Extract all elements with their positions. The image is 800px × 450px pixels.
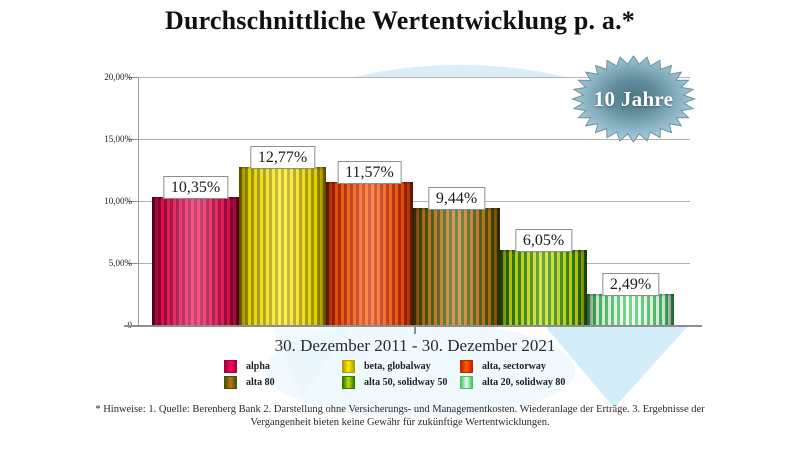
- page-title: Durchschnittliche Wertentwicklung p. a.*: [164, 6, 635, 35]
- legend-label-alta-sectorway: alta, sectorway: [482, 361, 546, 372]
- footnote-line-1: * Hinweise: 1. Quelle: Berenberg Bank 2. Darstellung ohne Versicherungs- und Managementkosten. Wiederanlage der Erträge. 3. Ergebnisse der: [95, 404, 705, 415]
- y-tick-label-15: 15,00%: [104, 134, 132, 144]
- legend-swatch-alta-80-icon: [224, 376, 237, 389]
- y-tick-label-20: 20,00%: [104, 72, 132, 82]
- value-label-alta-50-solidway-50: 6,05%: [515, 229, 572, 252]
- legend-item-alpha: [224, 359, 342, 374]
- x-axis-period-label: 30. Dezember 2011 - 30. Dezember 2021: [274, 336, 556, 355]
- bar-alta-80: [413, 208, 500, 325]
- legend-label-alpha: alpha: [246, 361, 270, 372]
- legend-label-beta-globalway: beta, globalway: [364, 361, 431, 372]
- footnote-line-2: Vergangenheit bieten keine Gewähr für zukünftige Wertentwicklungen.: [250, 417, 550, 428]
- bar-alta-20-solidway-80: [587, 294, 674, 325]
- value-label-alta-80: 9,44%: [428, 187, 485, 210]
- legend-swatch-alta-sectorway-icon: [460, 360, 473, 373]
- y-tick-label-5: 5,00%: [108, 258, 132, 268]
- legend-label-alta-50-solidway-50: alta 50, solidway 50: [364, 377, 448, 388]
- value-label-alta-20-solidway-80: 2,49%: [602, 273, 659, 296]
- value-label-alta-sectorway: 11,57%: [337, 161, 402, 184]
- legend-item-alta-20-solidway-80: [460, 375, 600, 390]
- value-label-alpha: 10,35%: [163, 176, 228, 199]
- legend-swatch-alpha-icon: [224, 360, 237, 373]
- bar-alta-50-solidway-50: [500, 250, 587, 325]
- chart-legend: [224, 359, 600, 390]
- value-label-beta-globalway: 12,77%: [250, 146, 315, 169]
- bar-beta-globalway: [239, 167, 326, 325]
- bar-alta-sectorway: [326, 182, 413, 326]
- badge-label: 10 Jahre: [593, 86, 674, 111]
- y-axis-line: [138, 77, 139, 325]
- legend-item-alta-sectorway: [460, 359, 600, 374]
- bar-alpha: [152, 197, 239, 325]
- legend-item-beta-globalway: [342, 359, 460, 374]
- legend-swatch-alta-50-solidway-50-icon: [342, 376, 355, 389]
- legend-label-alta-80: alta 80: [246, 377, 275, 388]
- legend-swatch-alta-20-solidway-80-icon: [460, 376, 473, 389]
- legend-swatch-beta-globalway-icon: [342, 360, 355, 373]
- legend-item-alta-50-solidway-50: [342, 375, 460, 390]
- badge-10-jahre: [570, 54, 697, 144]
- y-tick-label-10: 10,00%: [104, 196, 132, 206]
- footnote: [60, 403, 740, 429]
- x-axis-category-tick: [414, 327, 416, 334]
- legend-item-alta-80: [224, 375, 342, 390]
- legend-label-alta-20-solidway-80: alta 20, solidway 80: [482, 377, 566, 388]
- x-axis-line: [124, 325, 702, 327]
